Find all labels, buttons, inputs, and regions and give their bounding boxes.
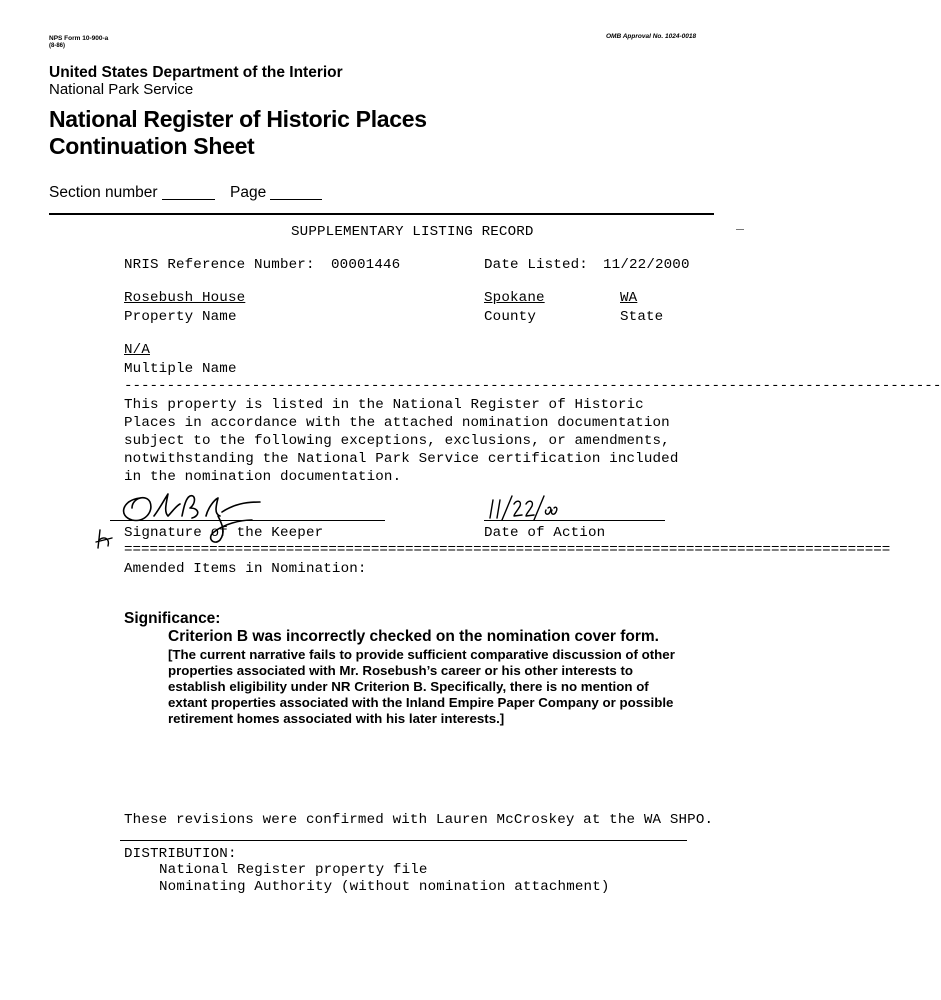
dashed-separator: ------------------------------------------------------------------------------------------------ — [124, 378, 941, 394]
double-separator: ========================================================================================== — [124, 542, 891, 558]
nris-label: NRIS Reference Number: — [124, 257, 315, 273]
date-of-action-label: Date of Action — [484, 525, 606, 541]
page-label: Page — [230, 184, 267, 201]
amended-items-label: Amended Items in Nomination: — [124, 561, 367, 577]
significance-note-line-5: retirement homes associated with his later interests.] — [168, 711, 505, 726]
significance-note-line-4: extant properties associated with the Inland Empire Paper Company or possible — [168, 695, 674, 710]
handwritten-initial-mark — [94, 526, 116, 550]
distribution-label: DISTRIBUTION: — [124, 846, 237, 862]
significance-note-line-1: [The current narrative fails to provide sufficient comparative discussion of other — [168, 647, 675, 662]
record-heading: SUPPLEMENTARY LISTING RECORD — [291, 224, 534, 240]
statement-line-1: This property is listed in the National Register of Historic — [124, 397, 644, 413]
state-value: WA — [620, 290, 638, 306]
page-title-line1: National Register of Historic Places — [49, 106, 427, 132]
distribution-divider — [120, 840, 687, 841]
significance-heading: Significance: — [124, 610, 221, 627]
property-name-label: Property Name — [124, 309, 237, 325]
statement-line-3: subject to the following exceptions, exclusions, or amendments, — [124, 433, 670, 449]
service-name: National Park Service — [49, 81, 194, 98]
significance-note-line-2: properties associated with Mr. Rosebush’s career or his other interests to — [168, 663, 634, 678]
statement-line-2: Places in accordance with the attached nomination documentation — [124, 415, 670, 431]
signature-label: Signature of the Keeper — [124, 525, 324, 541]
margin-mark — [736, 229, 744, 230]
section-number-label: Section number — [49, 184, 158, 201]
form-date: (8-86) — [49, 43, 66, 49]
nris-value: 00001446 — [331, 257, 401, 273]
county-label: County — [484, 309, 536, 325]
date-listed-label: Date Listed: — [484, 257, 588, 273]
distribution-item: National Register property file — [159, 862, 428, 878]
statement-line-5: in the nomination documentation. — [124, 469, 402, 485]
statement-line-4: notwithstanding the National Park Service certification included — [124, 451, 679, 467]
criterion-statement: Criterion B was incorrectly checked on the nomination cover form. — [168, 628, 659, 645]
form-number: NPS Form 10-900-a — [49, 35, 109, 42]
state-label: State — [620, 309, 664, 325]
property-name-value: Rosebush House — [124, 290, 246, 306]
date-listed-value: 11/22/2000 — [603, 257, 690, 273]
header-divider — [49, 213, 714, 215]
signature-line — [110, 520, 385, 521]
omb-approval: OMB Approval No. 1024-0018 — [606, 33, 697, 40]
multiple-name-value: N/A — [124, 342, 150, 358]
county-value: Spokane — [484, 290, 545, 306]
date-of-action-line — [484, 520, 665, 521]
page-field — [270, 199, 322, 200]
multiple-name-label: Multiple Name — [124, 361, 237, 377]
significance-note-line-3: establish eligibility under NR Criterion B. Specifically, there is no mention of — [168, 679, 649, 694]
confirmation-note: These revisions were confirmed with Lauren McCroskey at the WA SHPO. — [124, 812, 714, 828]
distribution-item: Nominating Authority (without nomination attachment) — [159, 879, 610, 895]
handwritten-date — [484, 492, 564, 522]
department-name: United States Department of the Interior — [49, 64, 343, 81]
section-number-field — [162, 199, 215, 200]
page-title-line2: Continuation Sheet — [49, 133, 255, 159]
